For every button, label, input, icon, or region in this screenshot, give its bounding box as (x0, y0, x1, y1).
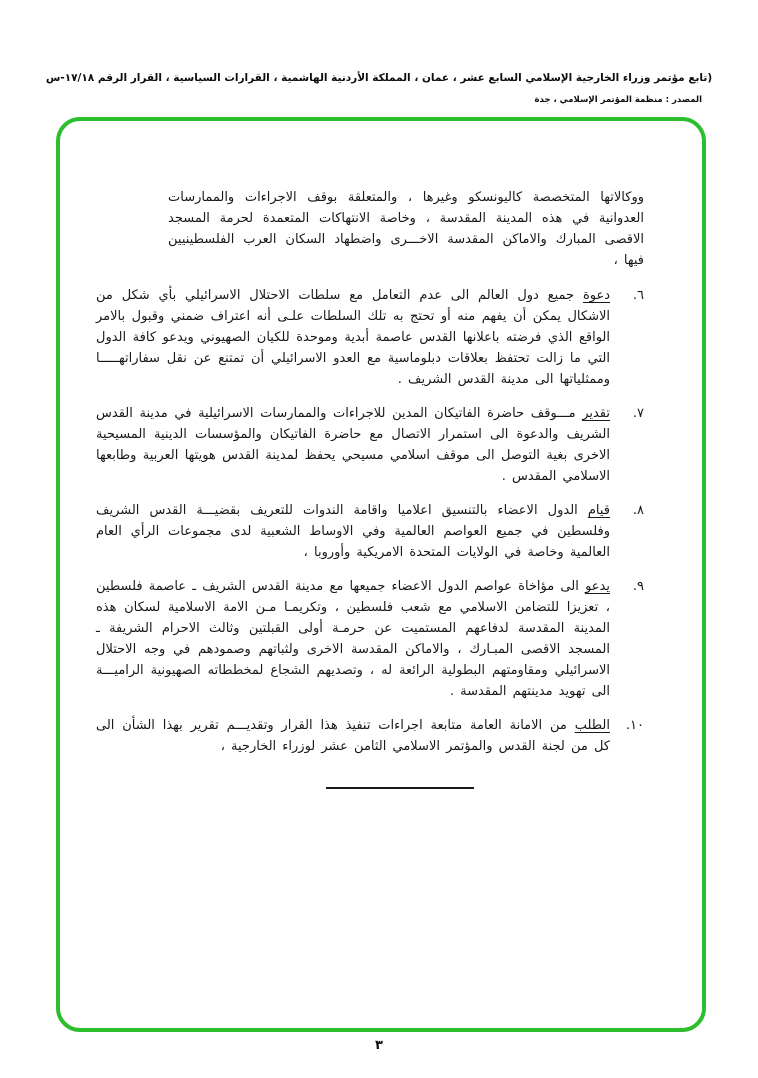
document-header-line: (تابع مؤتمر وزراء الخارجية الإسلامي السابع عشر ، عمان ، المملكة الأردنية الهاشمية ، القرارات السياسية ، القرار الرقم ١٧/١٨-س (45, 72, 713, 84)
item-lead-word: يدعو (585, 579, 610, 594)
item-text (96, 403, 610, 487)
item-lead-word: دعوة (582, 288, 611, 303)
resolution-item-10 (96, 715, 644, 757)
green-frame (56, 117, 706, 1032)
item-number: ٨. (632, 503, 644, 518)
source-line: المصدر : منظمة المؤتمر الإسلامي ، جدة (534, 95, 702, 105)
item-number: ٦. (632, 288, 644, 303)
item-lead-word: تقدير (582, 406, 610, 421)
continuation-paragraph: ووكالاتها المتخصصة كاليونسكو وغيرها ، والمتعلقة بوقف الاجراءات والممارسات العدوانية في هذه المدينة المقدسة ، وخاصة الانتهاكات المتعمدة لحرمة المسجد الاقصى المبارك والاماكن المقدسة الاخـــرى واضطهاد السكان العرب الفلسطينيين فيها ، (168, 190, 644, 268)
document-body (96, 187, 644, 789)
resolution-item-6 (96, 285, 644, 390)
item-number: ٧. (632, 406, 644, 421)
item-lead-word: الطلب (574, 718, 610, 733)
item-text (96, 285, 610, 390)
resolution-item-7 (96, 403, 644, 487)
item-body-text: الدول الاعضاء بالتنسيق اعلاميا واقامة الندوات للتعريف بقضيـــة القدس الشريف وفلسطين في جميع العواصم العالمية وفي الاوساط الشعبية لدى مجموعات الرأي العام العالمية وخاصة في الولايات المتحدة الامريكية وأوروبا ، (96, 503, 610, 560)
item-text (96, 715, 610, 757)
item-text (96, 500, 610, 563)
item-number: ٩. (632, 579, 644, 594)
resolution-item-9 (96, 576, 644, 702)
item-body-text: جميع دول العالم الى عدم التعامل مع سلطات الاحتلال الاسرائيلي بأي شكل من الاشكال يمكن أن يفهم منه أو تحتج به تلك السلطات علـى أنه اعتراف ضمني وقبول بالامر الواقع الذي فرضته باعلانها القدس عاصمة أبدية وموحدة للكيان الصهيوني ويدعو كافة الدول التي ما زالت تحتفظ بعلاقات دبلوماسية مع العدو الاسرائيلي أن تمتنع عن نقل سفاراتهـــــا وممثلياتها الى مدينة القدس الشريف . (96, 288, 610, 387)
item-body-text: مـــوقف حاضرة الفاتيكان المدين للاجراءات والممارسات الاسرائيلية في مدينة القدس الشريف والدعوة الى استمرار الاتصال مع حاضرة الفاتيكان والمؤسسات الدينية المسيحية الاخرى بغية التوصل الى موقف اسلامي مسيحي يحفظ لمدينة القدس هويتها العربية وطابعها الاسلامي المقدس . (96, 406, 610, 484)
item-body-text: الى مؤاخاة عواصم الدول الاعضاء جميعها مع مدينة القدس الشريف ـ عاصمة فلسطين ، تعزيزا للتضامن الاسلامي مع شعب فلسطين ، وتكريمـا مـن الامة الاسلامية لسكان هذه المدينة المقدسة لدفاعهم المستميت عن حرمـة أولى القبلتين وثالث الاحرام الشريفة ـ المسجد الاقصى المبـارك ، والاماكن المقدسة الاخرى ولثباتهم وصمودهم في وجه الاحتلال الاسرائيلي ومقاومتهم البطولية الرائعة له ، وتصديهم الشجاع لمخططاته الصهيونية الراميـــة الى تهويد مدينتهم المقدسة . (96, 579, 610, 699)
item-body-text: من الامانة العامة متابعة اجراءات تنفيذ هذا القرار وتقديـــم تقرير بهذا الشأن الى كل من لجنة القدس والمؤتمر الاسلامي الثامن عشر لوزراء الخارجية ، (96, 718, 610, 754)
end-divider (326, 787, 474, 789)
item-lead-word: قيام (587, 503, 611, 518)
item-text (96, 576, 610, 702)
item-number: ١٠. (625, 718, 644, 733)
resolution-item-8 (96, 500, 644, 563)
page-number: ٣ (375, 1038, 383, 1053)
